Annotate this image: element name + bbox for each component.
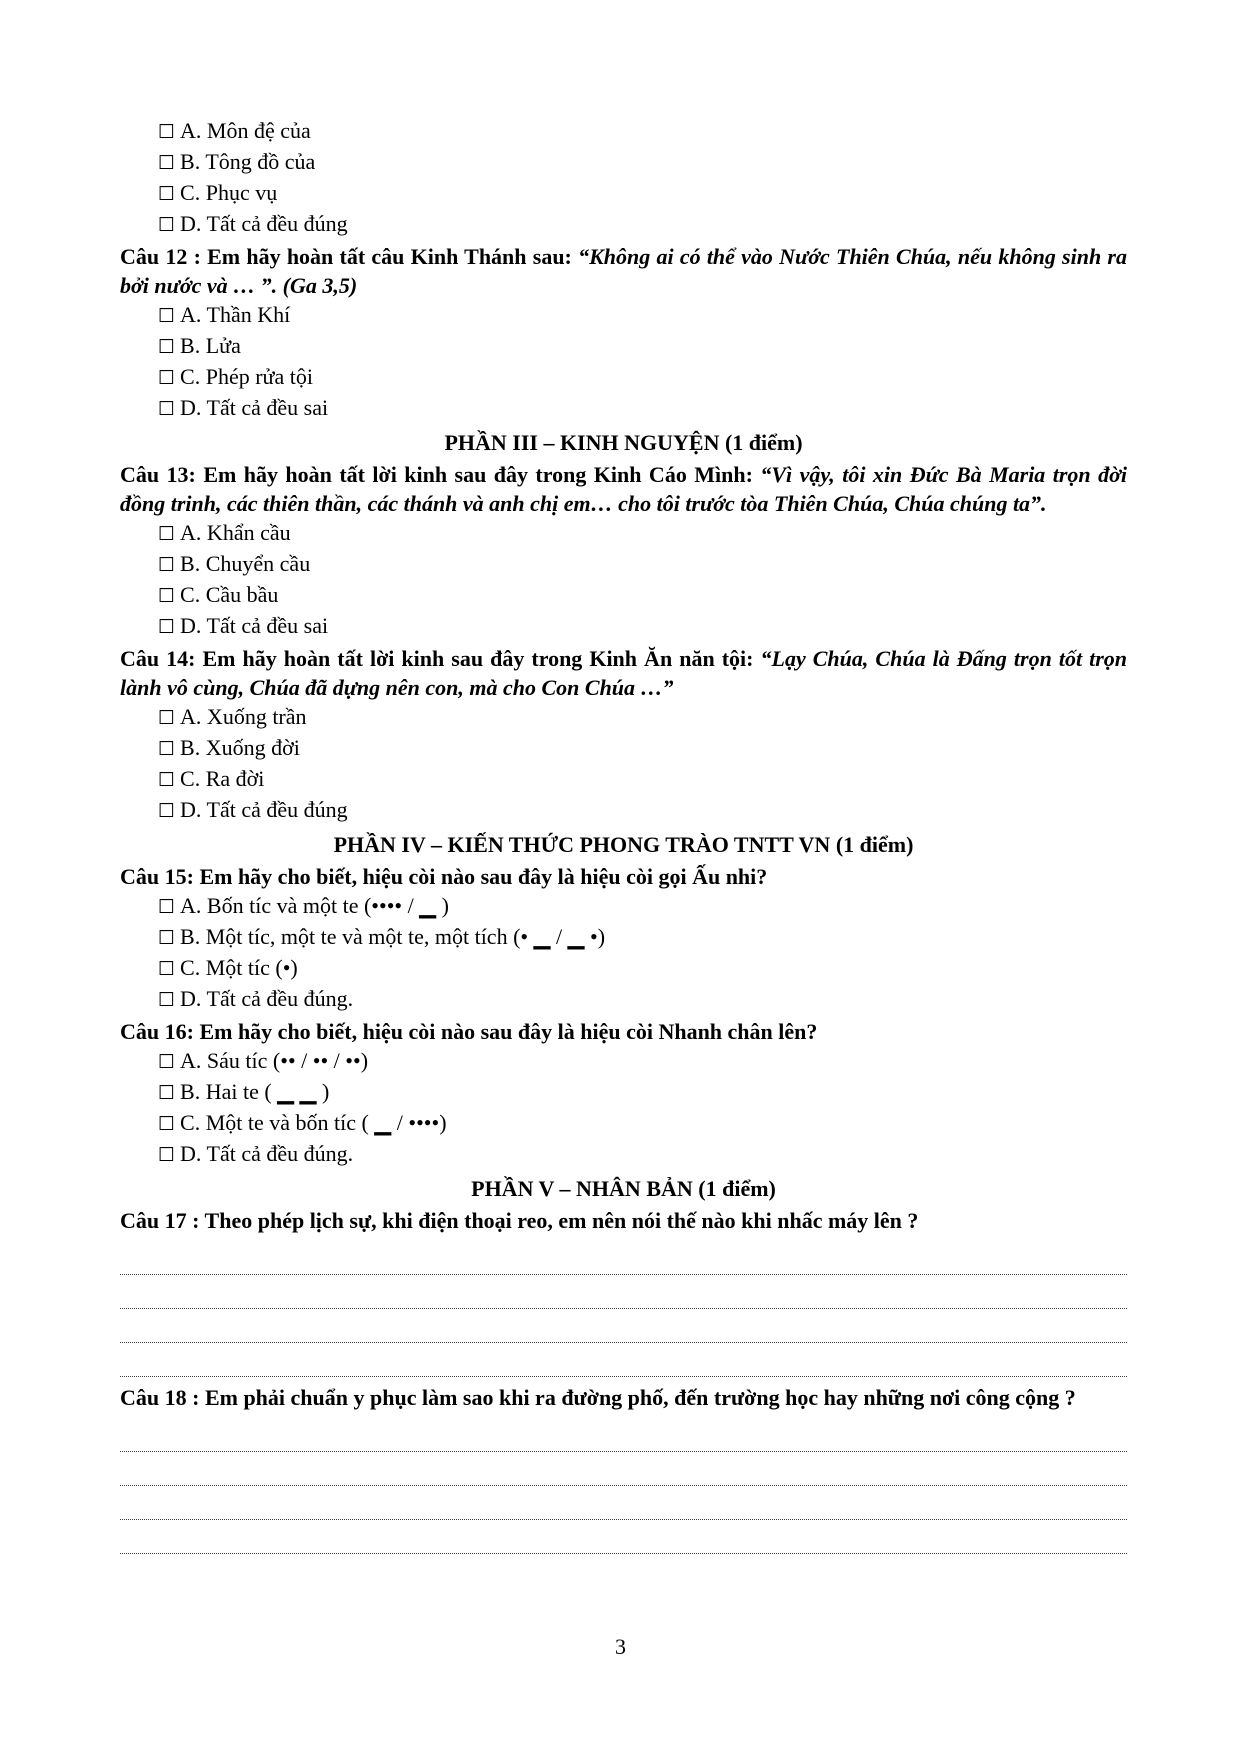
checkbox-icon[interactable]: ☐ [158,989,176,1011]
option-b[interactable]: ☐ B. Một tíc, một te và một te, một tích (• ▁ / ▁ •) [158,924,606,949]
option-a[interactable]: ☐ A. Bốn tíc và một te (•••• / ▁ ) [158,893,449,918]
checkbox-icon[interactable]: ☐ [158,738,176,760]
checkbox-icon[interactable]: ☐ [158,305,176,327]
option-d[interactable]: ☐ D. Tất cả đều sai [158,395,329,420]
question-text: Câu 12 : Em hãy hoàn tất câu Kinh Thánh sau: “Không ai có thể vào Nước Thiên Chúa, nếu không sinh ra bởi nước và … ”. (Ga 3,5) [120,244,1127,298]
answer-line[interactable] [120,1241,1127,1275]
answer-line[interactable] [120,1486,1127,1520]
option-a[interactable]: ☐ A. Xuống trần [158,704,307,729]
question-text: Câu 15: Em hãy cho biết, hiệu còi nào sau đây là hiệu còi gọi Ấu nhi? [120,864,768,889]
checkbox-icon[interactable]: ☐ [158,214,176,236]
question-18 [120,1383,1127,1554]
question-16 [120,1017,1127,1170]
question-text: Câu 17 : Theo phép lịch sự, khi điện thoại reo, em nên nói thế nào khi nhấc máy lên ? [120,1208,919,1233]
checkbox-icon[interactable]: ☐ [158,927,176,949]
option-b[interactable]: ☐ B. Lửa [158,333,241,358]
option-d[interactable]: ☐ D. Tất cả đều đúng [158,797,348,822]
option-d[interactable]: ☐ D. Tất cả đều đúng. [158,1141,354,1166]
checkbox-icon[interactable]: ☐ [158,336,176,358]
answer-area[interactable] [120,1241,1127,1377]
checkbox-icon[interactable]: ☐ [158,1144,176,1166]
question-14 [120,644,1127,826]
exam-page [120,116,1127,1554]
question-13 [120,460,1127,642]
checkbox-icon[interactable]: ☐ [158,1113,176,1135]
section-heading: PHẦN IV – KIẾN THỨC PHONG TRÀO TNTT VN (1 điểm) [333,832,914,857]
option-a[interactable]: ☐ A. Môn đệ của [158,118,311,143]
checkbox-icon[interactable]: ☐ [158,1051,176,1073]
option-c[interactable]: ☐ C. Ra đời [158,766,265,791]
prev-question-options [120,116,1127,240]
checkbox-icon[interactable]: ☐ [158,616,176,638]
checkbox-icon[interactable]: ☐ [158,896,176,918]
answer-line[interactable] [120,1309,1127,1343]
option-b[interactable]: ☐ B. Chuyển cầu [158,551,311,576]
section-heading: PHẦN III – KINH NGUYỆN (1 điểm) [444,430,803,455]
option-d[interactable]: ☐ D. Tất cả đều sai [158,613,329,638]
checkbox-icon[interactable]: ☐ [158,183,176,205]
answer-area[interactable] [120,1418,1127,1554]
question-12 [120,242,1127,424]
page-number: 3 [615,1634,626,1659]
option-b[interactable]: ☐ B. Tông đồ của [158,149,316,174]
checkbox-icon[interactable]: ☐ [158,769,176,791]
section-heading: PHẦN V – NHÂN BẢN (1 điểm) [471,1176,776,1201]
checkbox-icon[interactable]: ☐ [158,523,176,545]
answer-line[interactable] [120,1418,1127,1452]
question-text: Câu 18 : Em phải chuẩn y phục làm sao khi ra đường phố, đến trường học hay những nơi công cộng ? [120,1385,1076,1410]
option-c[interactable]: ☐ C. Một tíc (•) [158,955,298,980]
option-b[interactable]: ☐ B. Xuống đời [158,735,300,760]
question-text: Câu 14: Em hãy hoàn tất lời kinh sau đây trong Kinh Ăn năn tội: “Lạy Chúa, Chúa là Đấng trọn tốt trọn lành vô cùng, Chúa đã dựng nên con, mà cho Con Chúa …” [120,646,1127,700]
question-text: Câu 16: Em hãy cho biết, hiệu còi nào sau đây là hiệu còi Nhanh chân lên? [120,1019,818,1044]
option-d[interactable]: ☐ D. Tất cả đều đúng [158,211,348,236]
checkbox-icon[interactable]: ☐ [158,585,176,607]
checkbox-icon[interactable]: ☐ [158,398,176,420]
option-d[interactable]: ☐ D. Tất cả đều đúng. [158,986,354,1011]
option-a[interactable]: ☐ A. Khẩn cầu [158,520,291,545]
checkbox-icon[interactable]: ☐ [158,367,176,389]
option-c[interactable]: ☐ C. Một te và bốn tíc ( ▁ / ••••) [158,1110,447,1135]
checkbox-icon[interactable]: ☐ [158,152,176,174]
checkbox-icon[interactable]: ☐ [158,121,176,143]
answer-line[interactable] [120,1343,1127,1377]
checkbox-icon[interactable]: ☐ [158,1082,176,1104]
option-c[interactable]: ☐ C. Phục vụ [158,180,278,205]
option-b[interactable]: ☐ B. Hai te ( ▁ ▁ ) [158,1079,330,1104]
question-text: Câu 13: Em hãy hoàn tất lời kinh sau đây trong Kinh Cáo Mình: “Vì vậy, tôi xin Đức Bà Maria trọn đời đồng trinh, các thiên thần, các thánh và anh chị em… cho tôi trước tòa Thiên Chúa, Chúa chúng ta”. [120,462,1128,516]
answer-line[interactable] [120,1452,1127,1486]
checkbox-icon[interactable]: ☐ [158,554,176,576]
option-c[interactable]: ☐ C. Cầu bầu [158,582,279,607]
option-a[interactable]: ☐ A. Sáu tíc (•• / •• / ••) [158,1048,369,1073]
answer-line[interactable] [120,1520,1127,1554]
option-a[interactable]: ☐ A. Thần Khí [158,302,291,327]
question-15 [120,862,1127,1015]
checkbox-icon[interactable]: ☐ [158,958,176,980]
checkbox-icon[interactable]: ☐ [158,800,176,822]
checkbox-icon[interactable]: ☐ [158,707,176,729]
option-c[interactable]: ☐ C. Phép rửa tội [158,364,313,389]
answer-line[interactable] [120,1275,1127,1309]
question-17 [120,1206,1127,1377]
